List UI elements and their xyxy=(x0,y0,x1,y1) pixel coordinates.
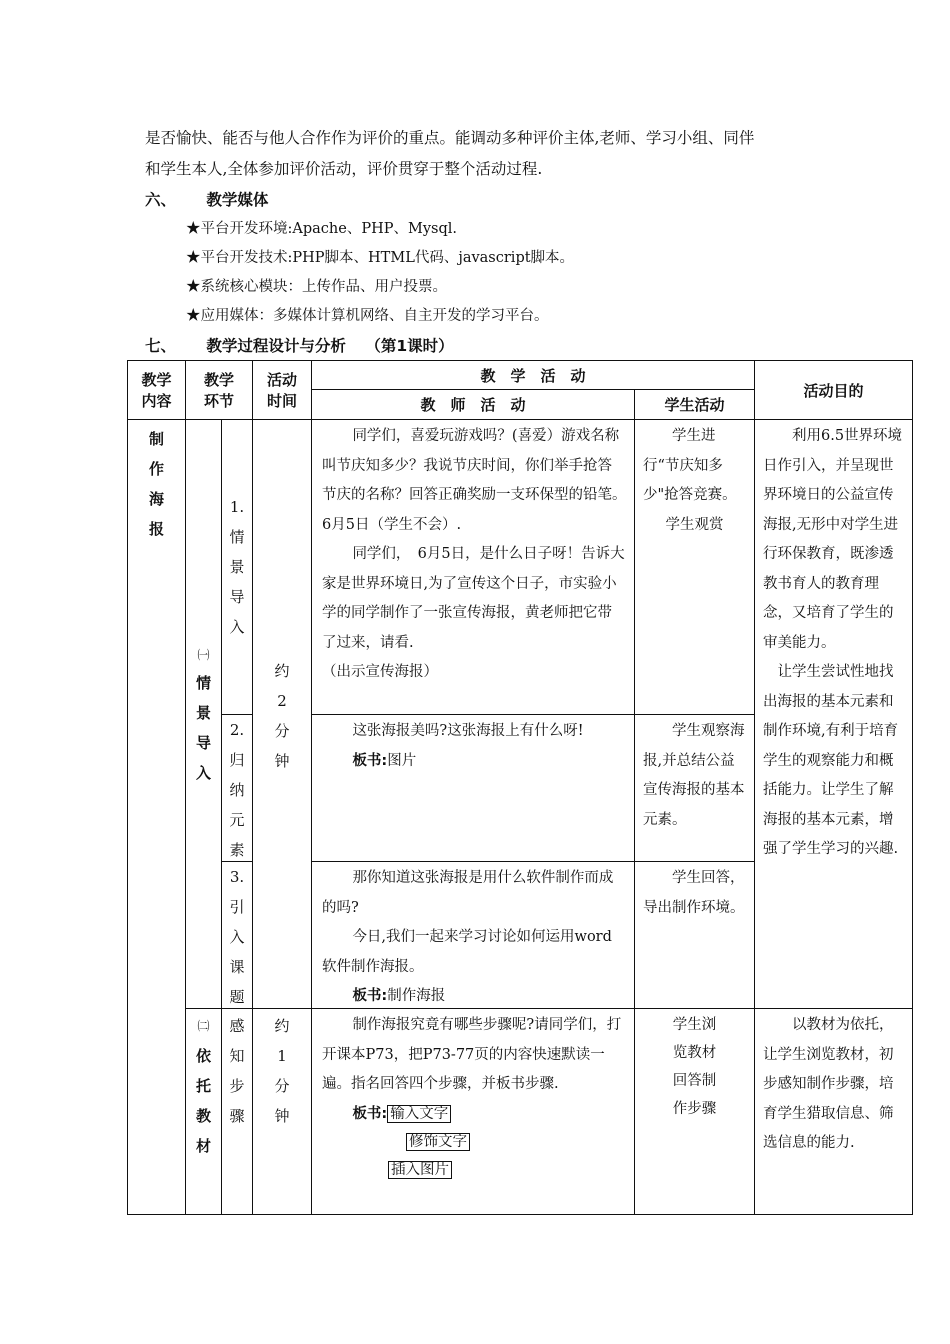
board-value: 图片 xyxy=(387,752,417,769)
board-label: 板书: xyxy=(352,988,388,1004)
section-7-number: 七、 xyxy=(145,337,177,355)
header-content: 教学 内容 xyxy=(127,360,186,420)
board-step-box: 插入图片 xyxy=(388,1161,452,1179)
header-student: 学生活动 xyxy=(634,389,755,420)
section-2-goal: 以教材为依托，让学生浏览教材，初步感知制作步骤，培育学生猎取信息、筛选信息的能力. xyxy=(754,1008,913,1215)
section-6-title: 教学媒体 xyxy=(206,191,269,209)
section-6-heading xyxy=(145,188,268,210)
header-activity: 教 学 活 动 xyxy=(311,360,755,390)
section-2-label: ㈡ 依 托 教 材 xyxy=(185,1008,222,1215)
step-1-label: 1. 情 景 导 入 xyxy=(221,419,253,715)
board-step-box: 输入文字 xyxy=(387,1105,451,1123)
media-bullet: ★系统核心模块：上传作品、用户投票。 xyxy=(186,279,447,295)
step-2-student-activity: 学生观察海报,并总结公益宣传海报的基本元素。 xyxy=(634,714,755,862)
section-7-heading xyxy=(145,334,454,356)
section-1-label: ㈠ 情 景 导 入 xyxy=(185,419,222,1009)
board-step-box: 修饰文字 xyxy=(406,1133,470,1151)
header-goal: 活动目的 xyxy=(754,360,913,420)
board-label: 板书: xyxy=(352,1105,388,1122)
media-bullet: ★平台开发技术:PHP脚本、HTML代码、javascript脚本。 xyxy=(186,250,575,266)
section-2-step-label: 感 知 步 骤 xyxy=(221,1008,253,1215)
section-1-time: 约 2 分 钟 xyxy=(252,419,312,1009)
board-label: 板书: xyxy=(352,752,388,769)
section-2-time: 约 1 分 钟 xyxy=(252,1008,312,1215)
media-bullet: ★应用媒体：多媒体计算机网络、自主开发的学习平台。 xyxy=(186,308,549,324)
section-6-number: 六、 xyxy=(145,191,177,209)
section-2-teacher-activity: 制作海报究竟有哪些步骤呢?请同学们，打开课本P73，把P73-77页的内容快速默读一遍。指名回答四个步骤，并板书步骤. 板书: 输入文字 修饰文字 插入图片 xyxy=(311,1008,635,1215)
section-2-student-activity: 学生浏 览教材 回答制 作步骤 xyxy=(634,1008,755,1215)
step-2-label: 2. 归 纳 元 素 xyxy=(221,714,253,862)
section-7-subtitle: （第1课时） xyxy=(365,337,454,355)
step-3-student-activity: 学生回答，导出制作环境。 xyxy=(634,861,755,1009)
step-2-teacher-activity: 这张海报美吗?这张海报上有什么呀! 板书:图片 xyxy=(311,714,635,862)
header-teacher: 教 师 活 动 xyxy=(311,389,635,420)
step-3-teacher-activity: 那你知道这张海报是用什么软件制作而成的吗? 今日,我们一起来学习讨论如何运用word软件制作海报。 板书:制作海报 xyxy=(311,861,635,1009)
intro-line-2: 和学生本人,全体参加评价活动，评价贯穿于整个活动过程. xyxy=(145,160,543,178)
header-stage: 教学 环节 xyxy=(185,360,253,420)
step-1-teacher-activity: 同学们，喜爱玩游戏吗？(喜爱）游戏名称叫节庆知多少？我说节庆时间，你们举手抢答节庆的名称？回答正确奖励一支环保型的铅笔。 6月5日（学生不会）. 同学们， 6月5日，是什么日子呀！告诉大家是世界环境日,为了宣传这个日子，市实验小学的同学制作了一张宣传海报，黄老师把它带了过来，请看. （出示宣传海报） xyxy=(311,419,635,715)
board-value: 制作海报 xyxy=(387,988,446,1004)
step-3-label: 3. 引 入 课 题 xyxy=(221,861,253,1009)
section-7-title: 教学过程设计与分析 xyxy=(206,337,346,355)
step-1-student-activity: 学生进行“节庆知多少"抢答竞赛。 学生观赏 xyxy=(634,419,755,715)
header-time: 活动 时间 xyxy=(252,360,312,420)
intro-line-1: 是否愉快、能否与他人合作作为评价的重点。能调动多种评价主体,老师、学习小组、同伴 xyxy=(145,129,755,147)
section-1-goal: 利用6.5世界环境日作引入，并呈现世界环境日的公益宣传海报,无形中对学生进行环保教育，既渗透教书育人的教育理念，又培育了学生的审美能力。 让学生尝试性地找出海报的基本元素和制作环境,有利于培育学生的观察能力和概括能力。让学生了解海报的基本元素，增强了学生学习的兴趣. xyxy=(754,419,913,1009)
topic-cell: 制 作 海 报 xyxy=(127,419,186,1215)
media-bullet: ★平台开发环境:Apache、PHP、Mysql. xyxy=(186,221,457,237)
